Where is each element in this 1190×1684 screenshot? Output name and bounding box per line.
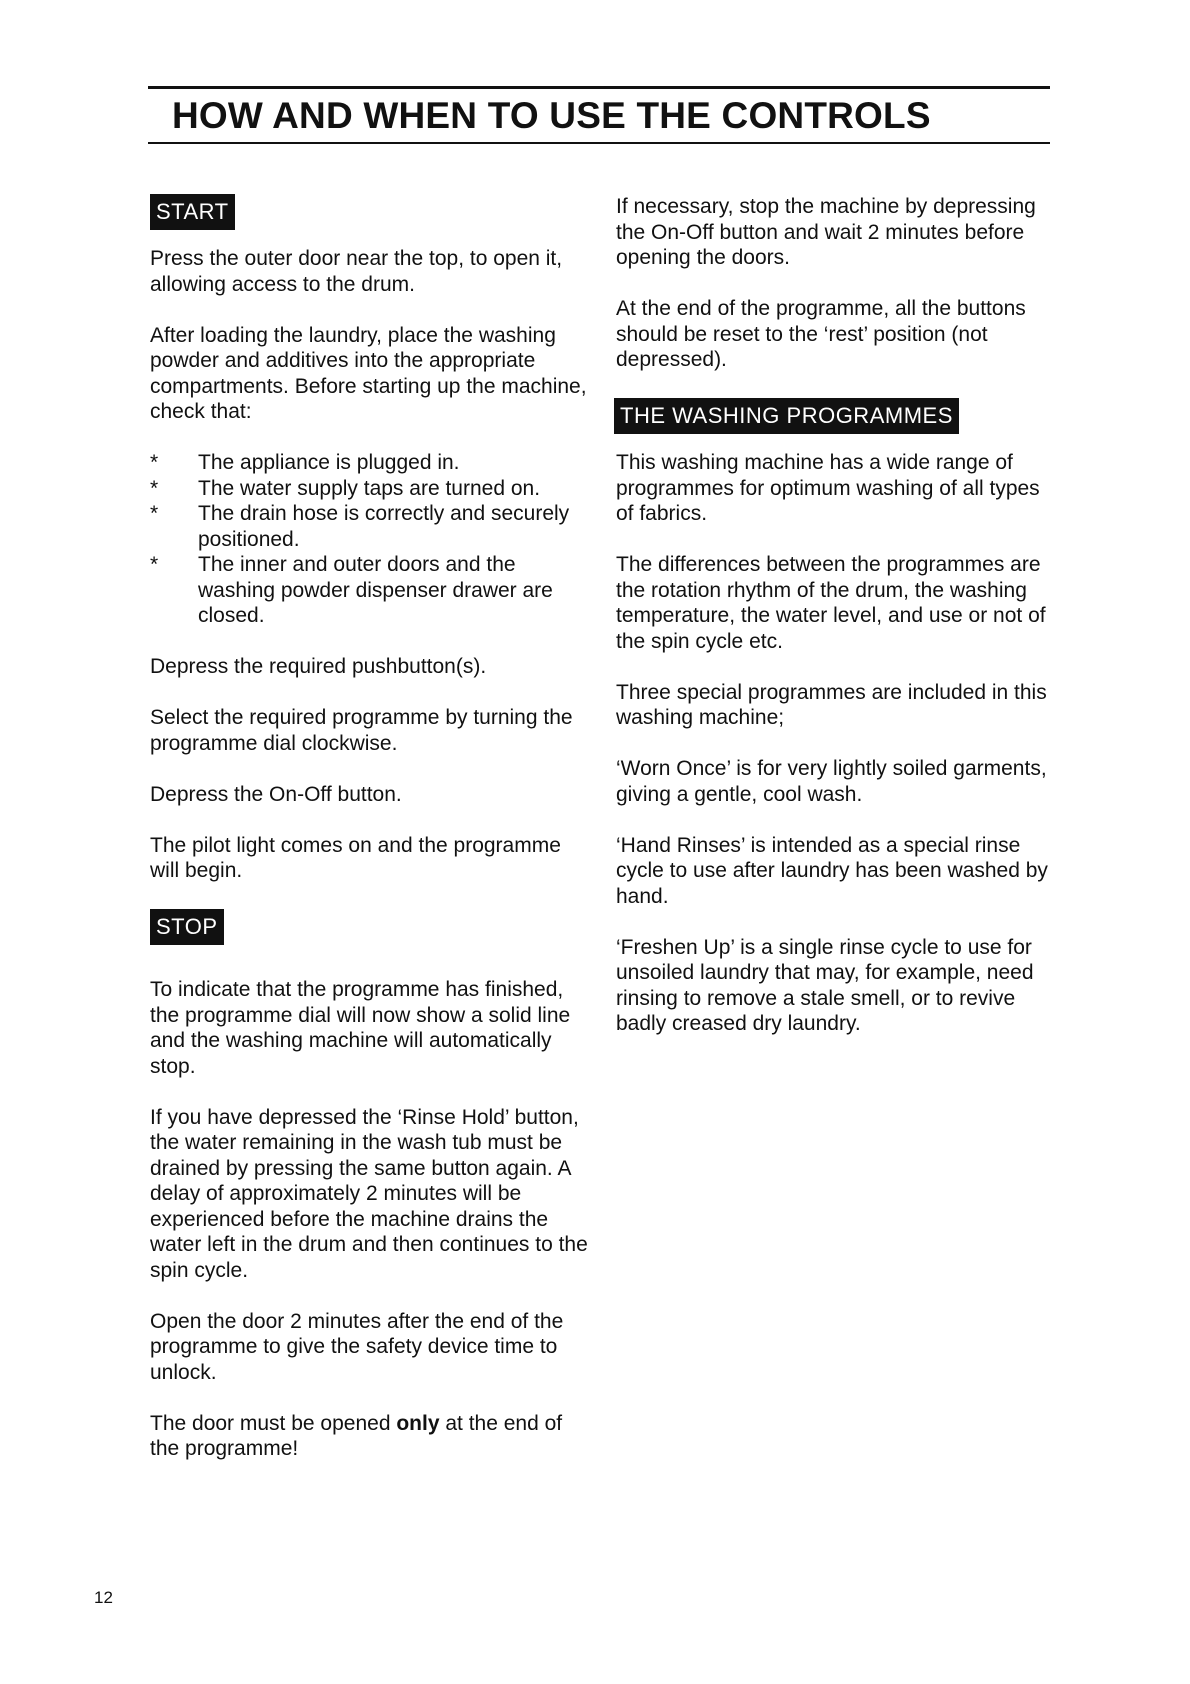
wp-paragraph-4: ‘Worn Once’ is for very lightly soiled garments, giving a gentle, cool wash. xyxy=(616,757,1047,806)
checklist-item-text: The drain hose is correctly and securely positioned. xyxy=(198,502,570,551)
wp-paragraph-6: ‘Freshen Up’ is a single rinse cycle to use for unsoiled laundry that may, for example, need rinsing to remove a stale smell, or to revive badly creased dry laundry. xyxy=(616,935,1034,1035)
asterisk-bullet: * xyxy=(150,451,159,474)
stop-p4-bold: only xyxy=(396,1411,440,1435)
checklist-item-text: The water supply taps are turned on. xyxy=(198,476,541,500)
page-title: HOW AND WHEN TO USE THE CONTROLS xyxy=(172,95,931,136)
start-paragraph-2: After loading the laundry, place the washing powder and additives into the appropriate compartments. Before starting up the machine, check that: xyxy=(150,323,587,423)
title-rule-bottom xyxy=(148,142,1050,144)
start-paragraph-5: Depress the On-Off button. xyxy=(150,782,402,806)
start-paragraph-4: Select the required programme by turning the programme dial clockwise. xyxy=(150,706,573,755)
right-paragraph-2: At the end of the programme, all the buttons should be reset to the ‘rest’ position (not depressed). xyxy=(616,297,1026,371)
title-rule-top xyxy=(148,86,1050,89)
stop-paragraph-3: Open the door 2 minutes after the end of the programme to give the safety device time to unlock. xyxy=(150,1309,564,1384)
stop-paragraph-1: To indicate that the programme has finished, the programme dial will now show a solid line and the washing machine will automatically stop. xyxy=(150,978,571,1078)
stop-p4-after: at the end of the programme! xyxy=(150,1411,563,1460)
right-paragraph-1: If necessary, stop the machine by depressing the On-Off button and wait 2 minutes before opening the doors. xyxy=(616,195,1036,269)
stop-heading-wrap xyxy=(150,909,590,961)
wp-paragraph-1: This washing machine has a wide range of programmes for optimum washing of all types of fabrics. xyxy=(616,451,1040,525)
start-paragraph-6: The pilot light comes on and the programme will begin. xyxy=(150,833,561,882)
checklist-item-text: The inner and outer doors and the washing powder dispenser drawer are closed. xyxy=(198,553,553,627)
checklist-item xyxy=(150,552,590,629)
start-paragraph-1: Press the outer door near the top, to open it, allowing access to the drum. xyxy=(150,247,563,296)
page-number: 12 xyxy=(94,1588,113,1607)
stop-p4-before: The door must be opened xyxy=(150,1411,397,1435)
checklist-item xyxy=(150,450,590,476)
asterisk-bullet: * xyxy=(150,553,159,576)
stop-paragraph-4 xyxy=(150,1411,590,1462)
checklist-item-text: The appliance is plugged in. xyxy=(198,451,460,474)
washing-programmes-heading-wrap xyxy=(614,398,1056,434)
stop-heading: STOP xyxy=(150,909,224,945)
asterisk-bullet: * xyxy=(150,502,159,525)
start-paragraph-3: Depress the required pushbutton(s). xyxy=(150,655,487,678)
checklist-item xyxy=(150,476,590,502)
right-column xyxy=(616,194,1056,1062)
checklist xyxy=(150,450,590,629)
wp-paragraph-2: The differences between the programmes are the rotation rhythm of the drum, the washing temperature, the water level, and use or not of the spin cycle etc. xyxy=(616,553,1046,653)
left-column xyxy=(150,194,590,1487)
wp-paragraph-3: Three special programmes are included in this washing machine; xyxy=(616,680,1047,729)
wp-paragraph-5: ‘Hand Rinses’ is intended as a special rinse cycle to use after laundry has been washed by hand. xyxy=(616,833,1048,908)
start-heading-wrap xyxy=(150,194,590,246)
washing-programmes-heading: THE WASHING PROGRAMMES xyxy=(614,398,959,434)
start-heading: START xyxy=(150,194,235,230)
stop-paragraph-2: If you have depressed the ‘Rinse Hold’ button, the water remaining in the wash tub must be drained by pressing the same button again. A delay of approximately 2 minutes will be experienced before the machine drains the water left in the drum and then continues to the spin cycle. xyxy=(150,1105,588,1282)
checklist-item xyxy=(150,501,590,552)
asterisk-bullet: * xyxy=(150,476,159,500)
